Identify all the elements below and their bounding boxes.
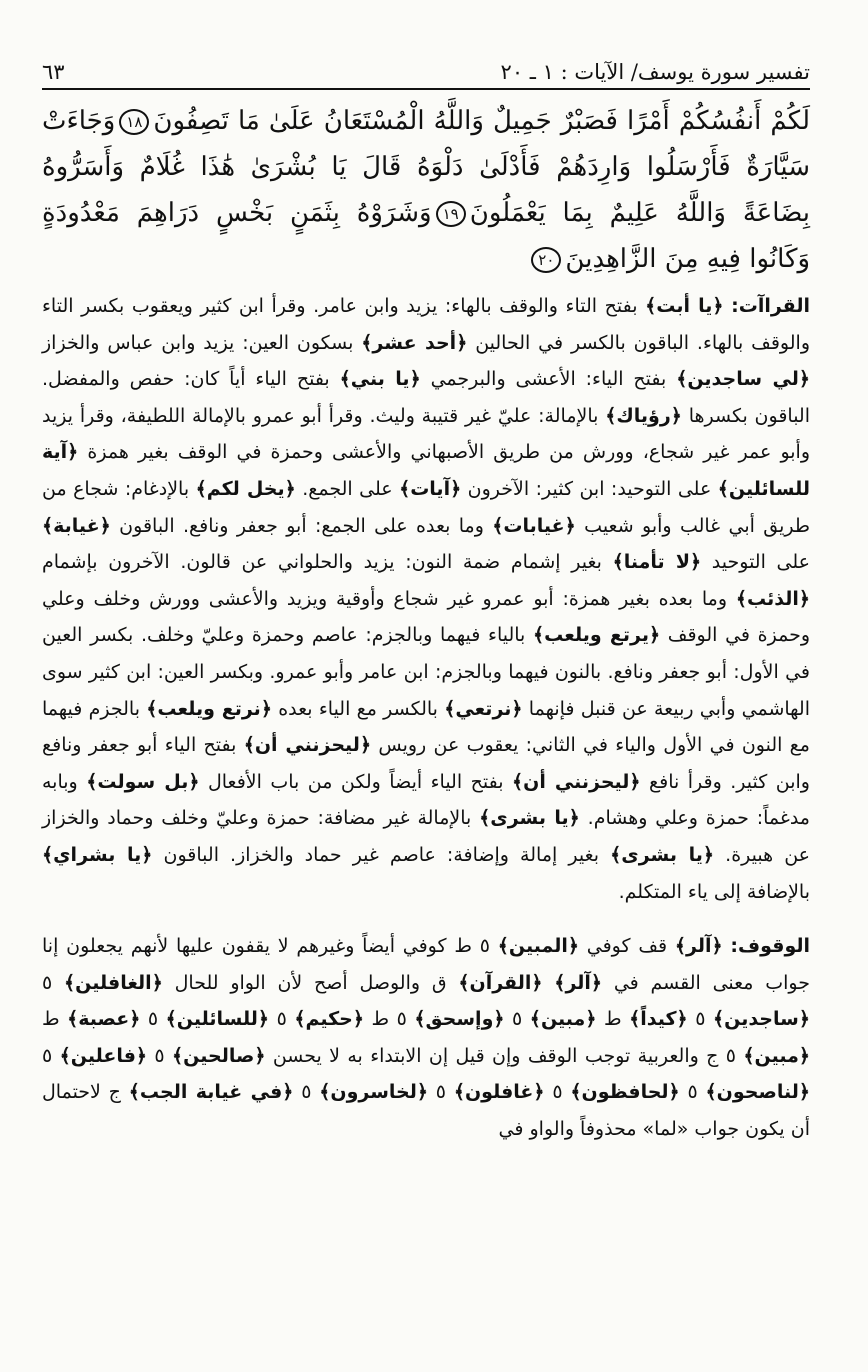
reference-word: يا بني <box>350 368 410 391</box>
reference-word: وإسحق <box>425 1008 494 1031</box>
reference-word: في غيابة الجب <box>139 1081 283 1104</box>
reference-word: أحد عشر <box>372 331 457 354</box>
ornate-bracket-open-icon: ﴿ <box>798 1044 811 1067</box>
commentary-text: ق والوصل أصح لأن الواو للحال <box>162 971 459 994</box>
commentary-text: ٥ ج والعربية توجب الوقف وإن قيل إن الابتداء به لا يحسن <box>265 1044 744 1067</box>
ornate-bracket-close-icon: ﴾ <box>705 1081 717 1104</box>
ornate-bracket-close-icon: ﴾ <box>42 514 54 537</box>
reference-word: غافلون <box>464 1081 534 1104</box>
quran-reference <box>244 734 371 756</box>
ornate-bracket-open-icon: ﴿ <box>531 971 543 994</box>
reference-word: آلر <box>565 971 591 994</box>
quran-reference <box>706 1081 811 1103</box>
ayah-text: وَجَاءَتْ سَيَّارَةٌ فَأَرْسَلُوا وَارِدَهُمْ فَأَدْلَىٰ دَلْوَهُ قَالَ يَا بُشْرَىٰ هَٰذَا غُلَامٌ وَأَسَرُّوهُ بِضَاعَةً وَاللَّهُ عَلِيمٌ بِمَا يَعْمَلُونَ <box>42 106 810 228</box>
commentary-text: بالإمالة غير مضافة: حمزة وعليّ وخلف وحماد والخزاز عن هبيرة. <box>42 807 811 866</box>
reference-word: نرتعي <box>455 697 512 720</box>
commentary-text: ٥ ط <box>364 1008 415 1031</box>
ornate-bracket-open-icon: ﴿ <box>257 1008 270 1031</box>
commentary-text: وما بعده على الجمع: أبو جعفر ونافع. الباقون <box>110 514 493 537</box>
ornate-bracket-close-icon: ﴾ <box>717 477 729 500</box>
reference-word: عصبة <box>78 1008 130 1031</box>
quran-reference <box>42 515 111 537</box>
quran-reference <box>645 295 723 317</box>
quran-reference <box>340 368 421 390</box>
ornate-bracket-open-icon: ﴿ <box>798 587 810 610</box>
ornate-bracket-close-icon: ﴾ <box>735 587 747 610</box>
quran-reference <box>629 1008 688 1030</box>
quran-reference <box>610 844 714 866</box>
reference-word: فاعلين <box>70 1044 136 1067</box>
quran-reference <box>67 1008 140 1030</box>
ornate-bracket-close-icon: ﴾ <box>492 514 504 537</box>
reference-word: ليحزنني أن <box>254 734 360 757</box>
ornate-bracket-close-icon: ﴾ <box>67 1008 79 1031</box>
reference-word: لخاسرون <box>330 1081 417 1104</box>
ornate-bracket-close-icon: ﴾ <box>610 843 622 866</box>
ornate-bracket-open-icon: ﴿ <box>568 807 580 830</box>
reference-word: يرتع ويلعب <box>544 624 649 647</box>
commentary-text: ٥ <box>293 1081 320 1104</box>
commentary-text: ٥ <box>42 1044 60 1067</box>
commentary-text: بفتح الياء: الأعشى والبرجمي <box>420 368 677 391</box>
ornate-bracket-open-icon: ﴿ <box>567 935 579 958</box>
commentary-text: ٥ <box>147 1044 173 1067</box>
commentary-text: بالإضافة إلى ياء المتكلم. <box>618 880 810 903</box>
commentary-text: ٥ <box>269 1008 295 1031</box>
ornate-bracket-close-icon: ﴾ <box>605 404 617 427</box>
ornate-bracket-open-icon: ﴿ <box>585 1008 597 1031</box>
reference-word: آيات <box>410 477 451 500</box>
reference-word: غيابات <box>503 514 565 537</box>
ornate-bracket-open-icon: ﴿ <box>282 1081 294 1104</box>
reference-word: آلر <box>686 935 712 958</box>
commentary-text: بفتح التاء والوقف بالهاء: يزيد وابن عامر. وقرأ ابن كثير ويعقوب بكسر التاء والوقف بالهاء. الباقون بالكسر في الحالين <box>42 295 810 354</box>
commentary-text <box>724 295 732 317</box>
reference-word: الغافلين <box>75 971 152 994</box>
commentary-text: وبابه مدغماً: حمزة وعلي وهشام. <box>42 770 810 830</box>
reference-word: للسائلين <box>176 1008 258 1031</box>
reference-word: غيابة <box>53 514 100 537</box>
commentary-text: ٥ <box>544 1081 571 1104</box>
commentary-text: بالكسر مع الياء بعده <box>271 697 445 720</box>
commentary-text: ٥ <box>140 1008 166 1031</box>
ayah-number-marker: ١٨ <box>119 109 149 135</box>
ornate-bracket-close-icon: ﴾ <box>554 971 566 994</box>
ornate-bracket-close-icon: ﴾ <box>743 1044 755 1067</box>
quran-reference <box>294 1008 364 1030</box>
ornate-bracket-open-icon: ﴿ <box>590 971 603 994</box>
reference-word: آية للسائلين <box>42 441 811 500</box>
commentary-text: على الجمع. <box>295 477 400 500</box>
quran-reference <box>458 972 542 994</box>
commentary-text: بسكون العين: يزيد وابن عباس والخزاز <box>42 331 362 354</box>
ornate-bracket-close-icon: ﴾ <box>444 697 456 720</box>
ornate-bracket-close-icon: ﴾ <box>243 734 255 757</box>
quran-reference <box>444 698 522 720</box>
ornate-bracket-open-icon: ﴿ <box>648 624 661 647</box>
reference-word: لناصحون <box>716 1081 799 1104</box>
quran-reference <box>399 478 461 500</box>
wuquf-text <box>42 935 810 1140</box>
reference-word: ليحزنني أن <box>523 770 630 793</box>
reference-word: مبين <box>754 1044 799 1067</box>
page-header <box>42 52 810 90</box>
ornate-bracket-close-icon: ﴾ <box>361 331 373 354</box>
ornate-bracket-close-icon: ﴾ <box>172 1044 184 1067</box>
quran-reference <box>605 405 682 427</box>
qiraat-heading: القراآت: <box>731 295 810 317</box>
ornate-bracket-close-icon: ﴾ <box>64 971 76 994</box>
quran-reference <box>42 844 152 866</box>
ornate-bracket-open-icon: ﴿ <box>629 770 641 793</box>
ornate-bracket-close-icon: ﴾ <box>674 935 687 958</box>
ornate-bracket-open-icon: ﴿ <box>668 1081 680 1104</box>
commentary-text: بغير إشمام ضمة النون: يزيد والحلواني عن قالون. الآخرون بإشمام <box>42 551 613 574</box>
commentary-text: ج لاحتمال أن يكون جواب «لما» محذوفاً والواو في <box>42 1081 810 1141</box>
ornate-bracket-close-icon: ﴾ <box>529 1008 541 1031</box>
running-title: تفسير سورة يوسف/ الآيات : ١ ـ ٢٠ <box>500 60 810 84</box>
ornate-bracket-open-icon: ﴿ <box>511 697 523 720</box>
quran-reference <box>492 515 576 537</box>
reference-word: صالحين <box>183 1044 255 1067</box>
quran-reference <box>530 1008 597 1030</box>
commentary-text: ٥ ط كوفي أيضاً وغيرهم لا يقفون عليها لأنهم يجعلون إنا جواب معنى القسم في <box>42 935 810 994</box>
quran-reference <box>512 771 641 793</box>
commentary-text: بالإدغام: شجاع من طريق أبي غالب وأبو شعيب <box>42 477 810 537</box>
quran-reference <box>498 935 579 957</box>
ornate-bracket-close-icon: ﴾ <box>453 1081 465 1104</box>
reference-word: حكيم <box>305 1008 353 1031</box>
ornate-bracket-close-icon: ﴾ <box>195 477 207 500</box>
quran-reference <box>319 1081 428 1103</box>
ayah-text: لَكُمْ أَنفُسُكُمْ أَمْرًا فَصَبْرٌ جَمِيلٌ وَاللَّهُ الْمُسْتَعَانُ عَلَىٰ مَا تَصِفُونَ <box>153 106 810 136</box>
ornate-bracket-close-icon: ﴾ <box>479 807 491 830</box>
ornate-bracket-open-icon: ﴿ <box>359 734 372 757</box>
commentary-text: ٥ <box>687 1008 713 1031</box>
ornate-bracket-open-icon: ﴿ <box>798 368 810 391</box>
ornate-bracket-close-icon: ﴾ <box>533 624 545 647</box>
ornate-bracket-open-icon: ﴿ <box>352 1008 365 1031</box>
reference-word: يا بشرى <box>621 843 703 866</box>
ornate-bracket-open-icon: ﴿ <box>564 514 576 537</box>
reference-word: الذئب <box>746 587 799 610</box>
ornate-bracket-open-icon: ﴿ <box>798 1081 810 1104</box>
quran-verses <box>42 98 810 282</box>
ornate-bracket-open-icon: ﴿ <box>135 1044 148 1067</box>
ornate-bracket-open-icon: ﴿ <box>533 1081 545 1104</box>
wuquf-heading: الوقوف: <box>730 935 811 958</box>
ornate-bracket-close-icon: ﴾ <box>511 770 524 793</box>
ornate-bracket-close-icon: ﴾ <box>146 697 158 720</box>
commentary-text: بالجزم فيهما مع النون في الأول والياء في الثاني: يعقوب عن رويس <box>42 697 810 757</box>
ornate-bracket-close-icon: ﴾ <box>629 1008 641 1031</box>
quran-reference <box>60 1045 147 1067</box>
reference-word: نرتع ويلعب <box>157 697 261 720</box>
commentary-text: بالإمالة: عليّ غير قتيبة وليث. وقرأ أبو عمرو بالإمالة اللطيفة، وقرأ يزيد وأبو عمر غير شجاع، وورش من طريق الأصبهاني والأعشى وحمزة في الوقف بغير همزة <box>42 404 810 464</box>
reference-word: يا بشرى <box>490 807 569 830</box>
ornate-bracket-close-icon: ﴾ <box>645 295 657 317</box>
commentary-text: بالياء فيهما وبالجزم: عاصم وحمزة وعليّ وخلف. بكسر العين في الأول: أبو جعفر ونافع. بالنون فيهما وبالجزم: ابن عامر وأبو عمرو. وبكسر العين: ابن كثير سوى الهاشمي وأبي ربيعة عن قنبل فإنهما <box>42 624 810 720</box>
ornate-bracket-close-icon: ﴾ <box>676 368 688 391</box>
reference-word: يخل لكم <box>206 477 285 500</box>
commentary-text: بفتح الياء أياً كان: حفص والمفضل. الباقون بكسرها <box>42 368 810 427</box>
quran-reference <box>146 698 272 720</box>
commentary-text: بغير إمالة وإضافة: عاصم غير حماد والخزاز. الباقون <box>152 843 611 866</box>
reference-word: يا بشراي <box>53 843 142 866</box>
quran-reference <box>414 1008 504 1030</box>
ornate-bracket-close-icon: ﴾ <box>42 843 54 866</box>
ornate-bracket-open-icon: ﴿ <box>711 935 723 958</box>
quran-reference <box>172 1045 265 1067</box>
ornate-bracket-open-icon: ﴿ <box>151 971 163 994</box>
ornate-bracket-open-icon: ﴿ <box>284 477 296 500</box>
ornate-bracket-open-icon: ﴿ <box>416 1081 428 1104</box>
ornate-bracket-open-icon: ﴿ <box>450 477 462 500</box>
ornate-bracket-open-icon: ﴿ <box>254 1044 266 1067</box>
commentary-text: ط <box>596 1008 630 1031</box>
commentary-text: بفتح الياء أبو جعفر ونافع وابن كثير. وقرأ نافع <box>42 734 810 793</box>
ornate-bracket-open-icon: ﴿ <box>676 1008 688 1031</box>
ornate-bracket-close-icon: ﴾ <box>339 368 351 391</box>
ornate-bracket-open-icon: ﴿ <box>99 514 111 537</box>
wuquf-section <box>42 928 810 1148</box>
ornate-bracket-close-icon: ﴾ <box>128 1081 140 1104</box>
commentary-text: وما بعده بغير همزة: أبو عمرو غير شجاع وأوقية ويزيد والأعشى وورش وخلف وعلي وحمزة في الوقف <box>42 587 810 647</box>
quran-reference <box>736 588 810 610</box>
quran-reference <box>166 1008 269 1030</box>
ornate-bracket-close-icon: ﴾ <box>86 770 98 793</box>
quran-reference <box>570 1081 679 1103</box>
quran-reference <box>129 1081 294 1103</box>
quran-reference <box>533 624 660 646</box>
reference-word: لا تأمنا <box>623 551 691 574</box>
commentary-text: ٥ <box>42 971 64 994</box>
reference-word: القرآن <box>469 971 532 994</box>
ornate-bracket-open-icon: ﴿ <box>712 295 724 317</box>
commentary-text: ٥ <box>428 1081 454 1104</box>
ornate-bracket-open-icon: ﴿ <box>188 770 200 793</box>
ornate-bracket-open-icon: ﴿ <box>260 697 272 720</box>
quran-reference <box>361 332 467 354</box>
ornate-bracket-open-icon: ﴿ <box>129 1008 141 1031</box>
quran-reference <box>675 935 723 957</box>
reference-word: يا أبت <box>656 295 713 317</box>
ornate-bracket-close-icon: ﴾ <box>570 1081 582 1104</box>
reference-word: رؤياك <box>616 404 671 427</box>
qiraat-text <box>42 295 810 903</box>
commentary-text: ط <box>42 1008 68 1031</box>
ayah-number-marker: ٢٠ <box>531 247 561 273</box>
ornate-bracket-close-icon: ﴾ <box>165 1008 177 1031</box>
reference-word: لي ساجدين <box>687 368 799 391</box>
commentary-text: على التوحيد: ابن كثير: الآخرون <box>461 477 718 500</box>
commentary-text: على التوحيد <box>701 551 810 574</box>
commentary-text: قف كوفي <box>578 935 675 958</box>
commentary-text: ٥ <box>679 1081 706 1104</box>
commentary-text <box>543 972 555 994</box>
reference-word: كيداً <box>640 1008 677 1031</box>
reference-word: ساجدين <box>724 1008 799 1031</box>
qiraat-section <box>42 288 810 910</box>
commentary-text: ٥ <box>504 1008 530 1031</box>
reference-word: بل سولت <box>97 770 189 793</box>
ornate-bracket-close-icon: ﴾ <box>399 477 411 500</box>
reference-word: لحافظون <box>581 1081 669 1104</box>
quran-reference <box>454 1081 545 1103</box>
quran-reference <box>554 972 602 994</box>
commentary-text: بفتح الياء أيضاً ولكن من باب الأفعال <box>199 770 512 793</box>
ayah-text: وَشَرَوْهُ بِثَمَنٍ بَخْسٍ دَرَاهِمَ مَعْدُودَةٍ وَكَانُوا فِيهِ مِنَ الزَّاهِدِينَ <box>42 198 810 274</box>
quran-reference <box>64 972 163 994</box>
ornate-bracket-open-icon: ﴿ <box>690 551 702 574</box>
quran-reference <box>196 478 296 500</box>
reference-word: المبين <box>508 935 568 958</box>
ornate-bracket-close-icon: ﴾ <box>612 551 624 574</box>
ornate-bracket-close-icon: ﴾ <box>712 1008 725 1031</box>
ornate-bracket-open-icon: ﴿ <box>456 331 468 354</box>
quran-reference <box>676 368 810 390</box>
ornate-bracket-close-icon: ﴾ <box>458 971 470 994</box>
ornate-bracket-close-icon: ﴾ <box>497 935 509 958</box>
ornate-bracket-close-icon: ﴾ <box>59 1044 71 1067</box>
quran-reference <box>479 807 580 829</box>
quran-reference <box>86 771 199 793</box>
quran-reference <box>713 1008 810 1030</box>
reference-word: مبين <box>540 1008 586 1031</box>
ornate-bracket-open-icon: ﴿ <box>67 441 79 464</box>
page-number: ٦٣ <box>42 60 65 84</box>
quran-reference <box>613 551 702 573</box>
ornate-bracket-open-icon: ﴿ <box>493 1008 505 1031</box>
ornate-bracket-open-icon: ﴿ <box>670 404 682 427</box>
ayah-number-marker: ١٩ <box>436 201 466 227</box>
ornate-bracket-close-icon: ﴾ <box>319 1081 331 1104</box>
quran-reference <box>743 1045 810 1067</box>
ornate-bracket-open-icon: ﴿ <box>798 1008 810 1031</box>
ornate-bracket-close-icon: ﴾ <box>414 1008 426 1031</box>
ornate-bracket-close-icon: ﴾ <box>294 1008 306 1031</box>
ornate-bracket-open-icon: ﴿ <box>141 843 153 866</box>
ornate-bracket-open-icon: ﴿ <box>702 843 715 866</box>
ornate-bracket-open-icon: ﴿ <box>409 368 421 391</box>
